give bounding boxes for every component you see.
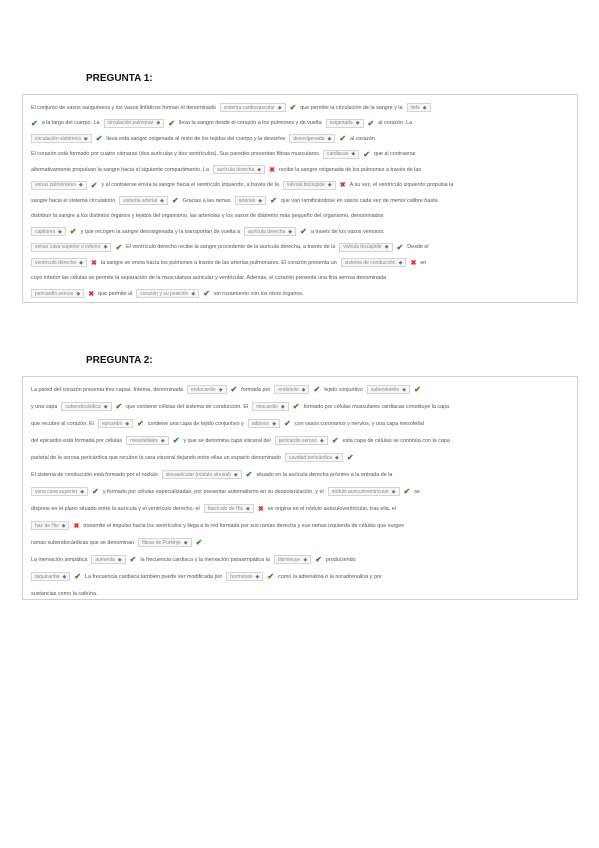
answer-dropdown[interactable]: [204, 504, 254, 513]
check-icon: ✔: [292, 402, 300, 411]
answer-dropdown[interactable]: [244, 227, 296, 236]
check-icon: ✔: [137, 419, 144, 428]
dropdown-value: aurícula derecha: [248, 228, 286, 235]
sentence-row: [29, 434, 571, 447]
check-icon: ✔: [90, 180, 98, 190]
dropdown-arrow-icon: ◆: [301, 386, 306, 393]
sentence-row: [29, 287, 571, 300]
static-text: se: [414, 488, 420, 495]
sentence-row: [29, 132, 571, 145]
dropdown-value: disminuye: [277, 556, 301, 563]
dropdown-value: cardiacas: [326, 151, 349, 157]
dropdown-value: nódulo auriculoventricular: [331, 488, 389, 495]
static-text: parietal de la serosa pericárdica que recubre la cara visceral dejando entre ellas un espacio denominado: [31, 454, 281, 461]
dropdown-value: circulación sistémica: [35, 135, 81, 142]
check-icon: ✔: [396, 242, 404, 252]
dropdown-value: vena cava superior: [35, 488, 78, 495]
check-icon: ✔: [245, 470, 253, 479]
static-text: contiene una capa de tejido conjuntivo y: [147, 420, 244, 427]
check-icon: ✔: [230, 385, 238, 394]
static-text: cuyo interior las células se permite la separación de la musculatura auricular y ventricular. Además, el corazón presenta una fina serosa denominada: [31, 275, 387, 281]
dropdown-arrow-icon: ◆: [391, 488, 396, 495]
static-text: A su vez, el ventrículo izquierdo propulsa la: [349, 182, 454, 188]
static-text: a la largo del cuerpo. La: [41, 120, 100, 126]
dropdown-arrow-icon: ◆: [335, 454, 339, 461]
static-text: Desde el: [407, 244, 429, 250]
check-icon: ✔: [95, 134, 103, 143]
static-text: y que se denomina capa visceral del: [183, 437, 271, 444]
dropdown-value: mesoteliales: [130, 437, 158, 444]
check-icon: ✔: [313, 385, 321, 394]
answer-dropdown[interactable]: [235, 196, 267, 205]
answer-dropdown[interactable]: [136, 289, 199, 298]
cross-icon: ✖: [73, 522, 80, 530]
static-text: Gracias a las ramas: [182, 197, 231, 204]
check-icon: ✔: [168, 118, 175, 128]
static-text: a través de los vasos venosos:: [310, 228, 385, 235]
dropdown-value: fascículo de His: [207, 505, 244, 512]
static-text: que recubre al corazón. El: [31, 420, 94, 427]
answer-dropdown[interactable]: [283, 181, 336, 190]
dropdown-value: subendotelio: [370, 386, 400, 393]
static-text: lleva esta sangre oxigenada al resto de los tejidos del cuerpo y la devuelve: [106, 135, 286, 142]
static-text: El ventrículo derecho recibe la sangre procedente de la aurícula derecha, a través de la: [126, 244, 336, 250]
check-icon: ✔: [74, 572, 82, 581]
static-text: y al contraerse envía la sangre hacia el ventrículo izquierdo, a través de la: [101, 182, 279, 188]
dropdown-value: arterias: [238, 197, 256, 204]
static-text: El sistema de conducción está formado por el nodulo: [31, 471, 158, 478]
dropdown-arrow-icon: ◆: [103, 244, 108, 250]
dropdown-value: miocardio: [256, 403, 278, 410]
static-text: con vasos coronarios y nervios, y una capa mesotelial: [294, 420, 424, 427]
sentence-row: [29, 225, 571, 238]
dropdown-arrow-icon: ◆: [233, 471, 238, 478]
cross-icon: ✖: [339, 182, 346, 189]
dropdown-arrow-icon: ◆: [277, 104, 282, 111]
answer-dropdown[interactable]: [367, 385, 410, 394]
dropdown-value: pericardio seroso: [278, 437, 318, 444]
dropdown-value: epicardio: [101, 420, 123, 427]
static-text: alternativamente propulsan la sangre hacia el siguiente compartimento. La: [31, 166, 209, 173]
sentence-row: [29, 451, 571, 464]
dropdown-arrow-icon: ◆: [280, 403, 285, 410]
cross-icon: ✖: [410, 259, 417, 267]
dropdown-value: desoxigenada: [293, 135, 325, 142]
dropdown-value: pericardio seroso: [35, 290, 74, 297]
sentence-row: [29, 570, 571, 583]
answer-dropdown[interactable]: [275, 436, 328, 445]
question-1-title: PREGUNTA 1:: [86, 73, 153, 84]
dropdown-arrow-icon: ◆: [117, 556, 122, 563]
answer-dropdown[interactable]: [91, 555, 125, 564]
static-text: distribuir la sangre a los distintos órganos y tejidos del organismo, las arteriolas y los vasos de diámetro más pequeño del organismo, denominados: [31, 213, 384, 219]
answer-dropdown[interactable]: [104, 119, 165, 128]
answer-dropdown[interactable]: [138, 538, 192, 547]
dropdown-arrow-icon: ◆: [327, 182, 332, 188]
static-text: ramas subendocárdicas que se denominan: [31, 539, 135, 546]
answer-dropdown[interactable]: [31, 289, 84, 298]
answer-dropdown[interactable]: [126, 436, 169, 445]
dropdown-value: aumenta: [95, 556, 115, 563]
dropdown-value: sistema de conducción: [344, 259, 396, 266]
check-icon: ✔: [346, 453, 354, 462]
dropdown-value: aurícula derecha: [217, 166, 255, 173]
answer-dropdown[interactable]: [323, 150, 359, 159]
check-icon: ✔: [172, 436, 180, 445]
cross-icon: ✖: [269, 166, 275, 174]
dropdown-arrow-icon: ◆: [79, 259, 83, 266]
question-1-panel: [22, 94, 578, 303]
check-icon: ✔: [300, 227, 307, 236]
static-text: al corazón: [350, 135, 375, 142]
dropdown-arrow-icon: ◆: [62, 573, 67, 580]
static-text: recibe la sangre oxigenada de los pulmones a través de las: [278, 166, 422, 173]
dropdown-value: cavidad pericárdica: [288, 454, 333, 461]
static-text: La pared del corazón presenta tres capas. Interna, denominada: [31, 386, 183, 393]
answer-dropdown[interactable]: [119, 196, 168, 205]
answer-dropdown[interactable]: [61, 402, 111, 411]
check-icon: ✔: [129, 555, 137, 564]
answer-dropdown[interactable]: [285, 453, 343, 462]
static-text: formada por: [241, 386, 271, 393]
answer-dropdown[interactable]: [31, 487, 88, 496]
answer-dropdown[interactable]: [187, 385, 227, 394]
answer-dropdown[interactable]: [31, 227, 66, 236]
sentence-row: [29, 256, 571, 269]
dropdown-value: endotelio: [278, 386, 299, 393]
dropdown-arrow-icon: ◆: [58, 228, 62, 235]
answer-dropdown[interactable]: [274, 385, 309, 394]
static-text: y que recogen la sangre desoxigenada y la transportan de vuelta a: [80, 228, 241, 235]
sentence-row: [29, 241, 571, 254]
dropdown-arrow-icon: ◆: [258, 197, 263, 204]
static-text: que contiene células del sistema de conducción. El: [126, 403, 249, 410]
static-text: en: [420, 259, 427, 266]
dropdown-arrow-icon: ◆: [125, 420, 130, 427]
sentence-row: [29, 400, 571, 413]
dropdown-arrow-icon: ◆: [160, 437, 165, 444]
static-text: sustancias como la cafeína.: [31, 590, 98, 597]
dropdown-arrow-icon: ◆: [272, 420, 277, 427]
check-icon: ✔: [270, 196, 277, 205]
dropdown-value: sistema arterial: [123, 197, 158, 204]
dropdown-value: hormonas: [230, 573, 253, 580]
check-icon: ✔: [315, 555, 322, 564]
static-text: que al contraerse: [373, 151, 416, 157]
sentence-row: [29, 417, 571, 430]
static-text: transmite el impulso hacia los ventrículos y llega a la red formada por sus ramas derecha y sus ramas izquierda de células que surgen: [83, 522, 405, 529]
static-text: esta capa de células se continúa con la capa: [342, 437, 450, 444]
check-icon: ✔: [363, 149, 370, 159]
dropdown-arrow-icon: ◆: [76, 290, 81, 297]
static-text: formado por células musculares cardiacas constituye la capa: [303, 403, 450, 410]
answer-dropdown[interactable]: [220, 103, 286, 112]
static-text: que van ramificándose en vasos cada vez de menor calibre hasta: [280, 197, 438, 204]
answer-dropdown[interactable]: [328, 487, 400, 496]
sentence-row: [29, 179, 571, 192]
dropdown-value: ventrículo derecho: [35, 259, 77, 266]
answer-dropdown[interactable]: [339, 243, 392, 252]
dropdown-value: oxigenada: [329, 120, 353, 126]
dropdown-arrow-icon: ◆: [83, 135, 88, 142]
dropdown-value: adiposo: [251, 420, 270, 427]
sentence-row: [29, 117, 571, 130]
dropdown-arrow-icon: ◆: [78, 182, 83, 188]
check-icon: ✔: [367, 118, 375, 128]
dropdown-arrow-icon: ◆: [398, 259, 403, 266]
check-icon: ✔: [115, 402, 123, 411]
check-icon: ✔: [31, 118, 38, 128]
dropdown-value: corazón y su posición: [140, 290, 189, 297]
dropdown-value: subendocárdica: [65, 403, 101, 410]
answer-dropdown[interactable]: [162, 470, 242, 479]
dropdown-arrow-icon: ◆: [355, 120, 360, 126]
static-text: al corazón. La: [378, 120, 413, 126]
dropdown-arrow-icon: ◆: [422, 104, 427, 111]
answer-dropdown[interactable]: [31, 181, 87, 190]
static-text: se origina en el nódulo auriculoventricular, tras ella, el: [267, 505, 397, 512]
dropdown-arrow-icon: ◆: [255, 573, 260, 580]
dropdown-arrow-icon: ◆: [402, 386, 407, 393]
static-text: sin rozamiento con los otros órganos.: [213, 290, 304, 297]
static-text: y formado por células especializadas, por presentar automatismo en su despolarización, y el: [102, 488, 324, 495]
sentence-row: [29, 587, 571, 600]
check-icon: ✔: [171, 196, 179, 205]
dropdown-value: fibras de Purkinje: [142, 539, 181, 546]
answer-dropdown[interactable]: [274, 555, 311, 564]
static-text: como la adrenalina o la noradrenalina y por: [278, 573, 382, 580]
static-text: El conjunto de vasos sanguíneos y los vasos linfáticos forman el denominado: [31, 104, 216, 111]
dropdown-arrow-icon: ◆: [103, 403, 108, 410]
answer-dropdown[interactable]: [289, 134, 335, 143]
dropdown-value: taquicardia: [35, 573, 60, 580]
sentence-row: [29, 194, 571, 207]
check-icon: ✔: [284, 419, 291, 428]
answer-dropdown[interactable]: [213, 165, 265, 174]
dropdown-arrow-icon: ◆: [246, 505, 250, 512]
check-icon: ✔: [92, 487, 99, 496]
dropdown-value: endocardio: [190, 386, 216, 393]
sentence-row: [29, 163, 571, 176]
dropdown-arrow-icon: ◆: [288, 228, 293, 235]
static-text: dispone en el plano situado entre la aurícula y el ventrículo derecho, el: [31, 505, 200, 512]
dropdown-arrow-icon: ◆: [320, 437, 324, 444]
static-text: la sangre se envía hacia los pulmones a través de las arterias pulmonares. El corazón presenta un: [100, 259, 337, 266]
dropdown-arrow-icon: ◆: [156, 120, 161, 126]
check-icon: ✔: [331, 436, 339, 445]
check-icon: ✔: [69, 227, 77, 236]
dropdown-arrow-icon: ◆: [191, 290, 196, 297]
answer-dropdown[interactable]: [326, 119, 364, 128]
dropdown-value: venas cava superior e inferior: [35, 244, 101, 250]
sentence-row: [29, 553, 571, 566]
answer-dropdown[interactable]: [31, 521, 69, 530]
dropdown-arrow-icon: ◆: [351, 151, 356, 157]
dropdown-arrow-icon: ◆: [61, 522, 66, 529]
dropdown-arrow-icon: ◆: [160, 197, 164, 204]
answer-dropdown[interactable]: [31, 243, 111, 252]
static-text: y una capa: [31, 403, 58, 410]
sentence-row: [29, 101, 571, 114]
answer-dropdown[interactable]: [226, 572, 263, 581]
check-icon: ✔: [403, 487, 411, 496]
answer-dropdown[interactable]: [252, 402, 289, 411]
static-text: la frecuencia cardíaca y la inervación parasimpática la: [140, 556, 270, 563]
sentence-row: [29, 383, 571, 396]
answer-dropdown[interactable]: [31, 258, 87, 267]
static-text: produciendo: [325, 556, 356, 563]
check-icon: ✔: [414, 385, 421, 394]
check-icon: ✔: [289, 103, 297, 112]
answer-dropdown[interactable]: [31, 572, 70, 581]
sentence-row: [29, 536, 571, 549]
dropdown-value: capilares: [35, 228, 56, 235]
dropdown-arrow-icon: ◆: [218, 386, 223, 393]
answer-dropdown[interactable]: [98, 419, 133, 428]
cross-icon: ✖: [91, 259, 97, 267]
static-text: El corazón está formado por cuatro cámaras (dos aurículas y dos ventrículos). Sus paredes presentan fibras musculares: [31, 151, 319, 157]
check-icon: ✔: [195, 538, 203, 547]
answer-dropdown[interactable]: [248, 419, 280, 428]
sentence-row: [29, 468, 571, 481]
static-text: sangre hacia el sistema circulatorio: [31, 197, 116, 204]
check-icon: ✔: [267, 572, 275, 581]
sentence-row: [29, 502, 571, 515]
dropdown-value: sistema cardiovascular: [223, 104, 275, 111]
dropdown-value: circulación pulmonar: [107, 120, 154, 126]
check-icon: ✔: [115, 242, 123, 252]
static-text: que permite la circulación de la sangre y la: [300, 104, 403, 111]
static-text: situado en la aurícula derecha próximo a la entrada de la: [256, 471, 393, 478]
dropdown-arrow-icon: ◆: [384, 244, 389, 250]
dropdown-value: venas pulmonares: [35, 182, 76, 188]
sentence-row: [29, 148, 571, 161]
sentence-row: [29, 519, 571, 532]
dropdown-arrow-icon: ◆: [327, 135, 332, 142]
static-text: La inervación simpática: [31, 556, 88, 563]
static-text: tejido conjuntivo: [324, 386, 363, 393]
dropdown-value: linfa: [410, 104, 420, 111]
sentence-row: [29, 485, 571, 498]
question-2-title: PREGUNTA 2:: [86, 355, 153, 366]
dropdown-arrow-icon: ◆: [303, 556, 308, 563]
dropdown-value: válvula tricúspide: [343, 244, 382, 250]
question-2-panel: [22, 376, 578, 600]
dropdown-value: haz de His: [35, 522, 59, 529]
static-text: que permite al: [98, 290, 133, 297]
sentence-row: [29, 272, 571, 285]
answer-dropdown[interactable]: [31, 134, 92, 143]
dropdown-value: válvula bicúspide: [286, 182, 325, 188]
static-text: La frecuencia cardiaca también puede ser modificada por: [85, 573, 223, 580]
static-text: lleva la sangre desde el corazón a los pulmones y de vuelta: [178, 120, 322, 126]
check-icon: ✔: [203, 289, 210, 298]
cross-icon: ✖: [257, 505, 264, 513]
answer-dropdown[interactable]: [341, 258, 407, 267]
dropdown-arrow-icon: ◆: [183, 539, 188, 546]
static-text: del epicardio está formada por células: [31, 437, 123, 444]
dropdown-value: sinoauricular (nódulo sinusal): [165, 471, 231, 478]
check-icon: ✔: [339, 134, 347, 143]
cross-icon: ✖: [88, 290, 95, 298]
dropdown-arrow-icon: ◆: [80, 488, 85, 495]
sentence-row: [29, 210, 571, 223]
dropdown-arrow-icon: ◆: [257, 166, 262, 173]
answer-dropdown[interactable]: [407, 103, 431, 112]
